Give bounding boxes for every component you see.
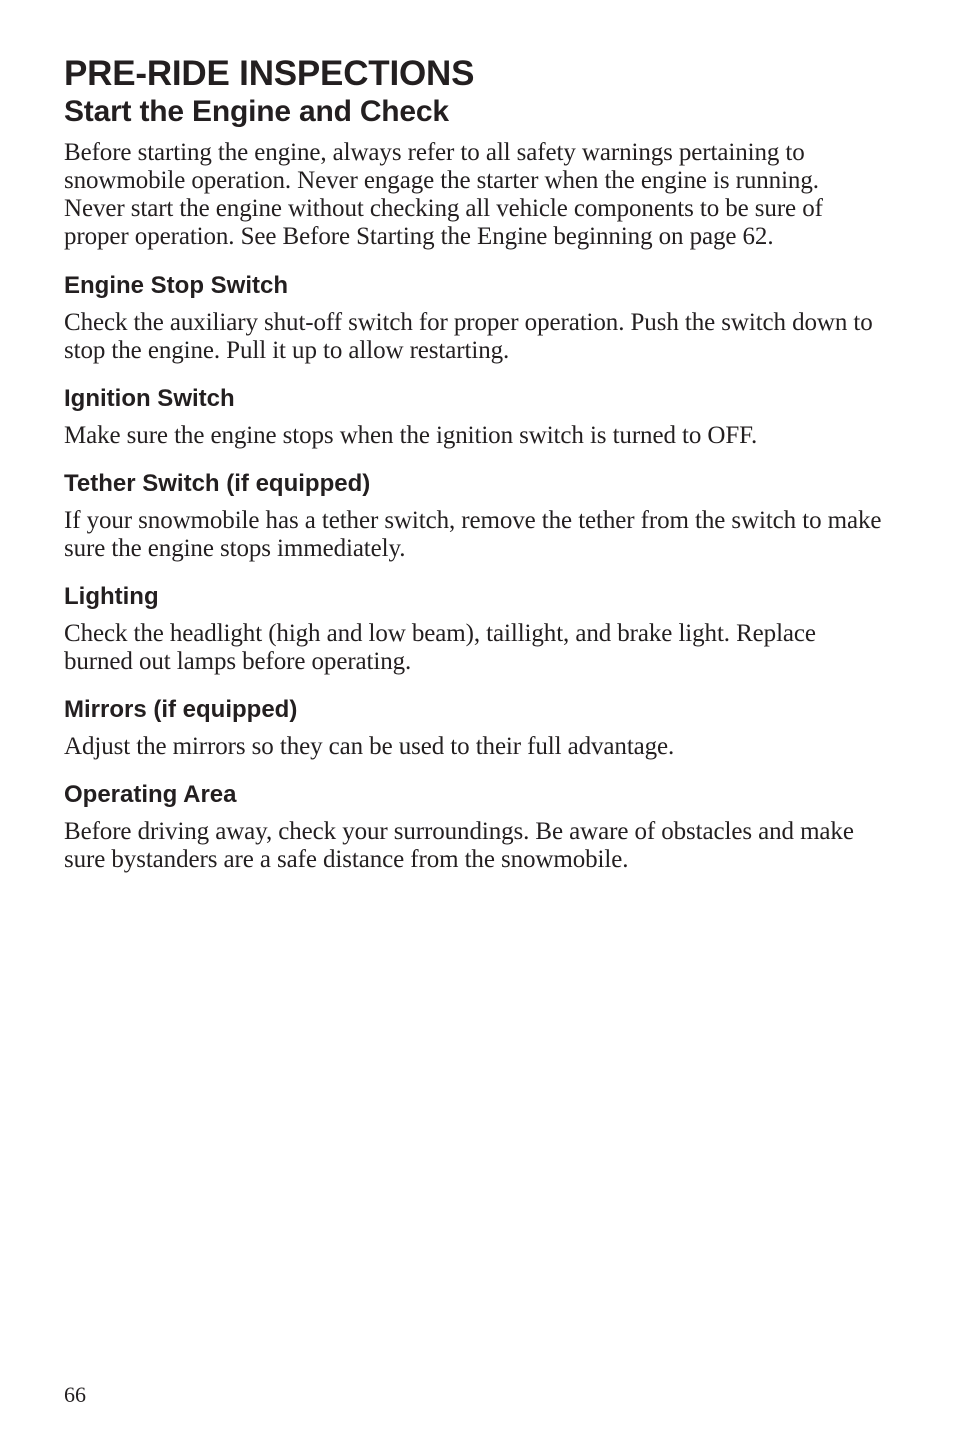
subsection-heading: Mirrors (if equipped) — [64, 696, 298, 723]
subsection-heading: Tether Switch (if equipped) — [64, 470, 371, 497]
section-title: Start the Engine and Check — [64, 95, 449, 128]
subsection-body: Check the headlight (high and low beam), taillight, and brake light. Replace burned out lamps before operating. — [64, 620, 816, 675]
subsection-lighting — [64, 582, 884, 676]
chapter-title: PRE-RIDE INSPECTIONS — [64, 54, 475, 93]
subsection-heading: Operating Area — [64, 781, 237, 808]
subsection-tether-switch — [64, 469, 884, 563]
subsection-heading: Lighting — [64, 583, 159, 610]
subsection-operating-area — [64, 780, 884, 874]
manual-page-content — [64, 54, 884, 893]
subsection-ignition-switch — [64, 384, 884, 450]
subsection-heading: Engine Stop Switch — [64, 272, 289, 299]
page-number: 66 — [64, 1382, 86, 1407]
subsection-engine-stop-switch — [64, 271, 884, 365]
subsection-body: Make sure the engine stops when the ignition switch is turned to OFF. — [64, 422, 758, 449]
subsection-mirrors — [64, 695, 884, 761]
intro-paragraph: Before starting the engine, always refer to all safety warnings pertaining to snowmobile operation. Never engage the starter when the engine is running. Never start the engine without checking all vehicle components to be sure of proper operation. See Before Starting the Engine beginning on page 62. — [64, 139, 823, 250]
subsection-heading: Ignition Switch — [64, 385, 235, 412]
subsection-body: Before driving away, check your surroundings. Be aware of obstacles and make sure bystanders are a safe distance from the snowmobile. — [64, 818, 854, 873]
subsection-body: Adjust the mirrors so they can be used to their full advantage. — [64, 733, 675, 760]
subsection-body: If your snowmobile has a tether switch, remove the tether from the switch to make sure the engine stops immediately. — [64, 507, 882, 562]
subsection-body: Check the auxiliary shut-off switch for proper operation. Push the switch down to stop the engine. Pull it up to allow restarting. — [64, 309, 873, 364]
